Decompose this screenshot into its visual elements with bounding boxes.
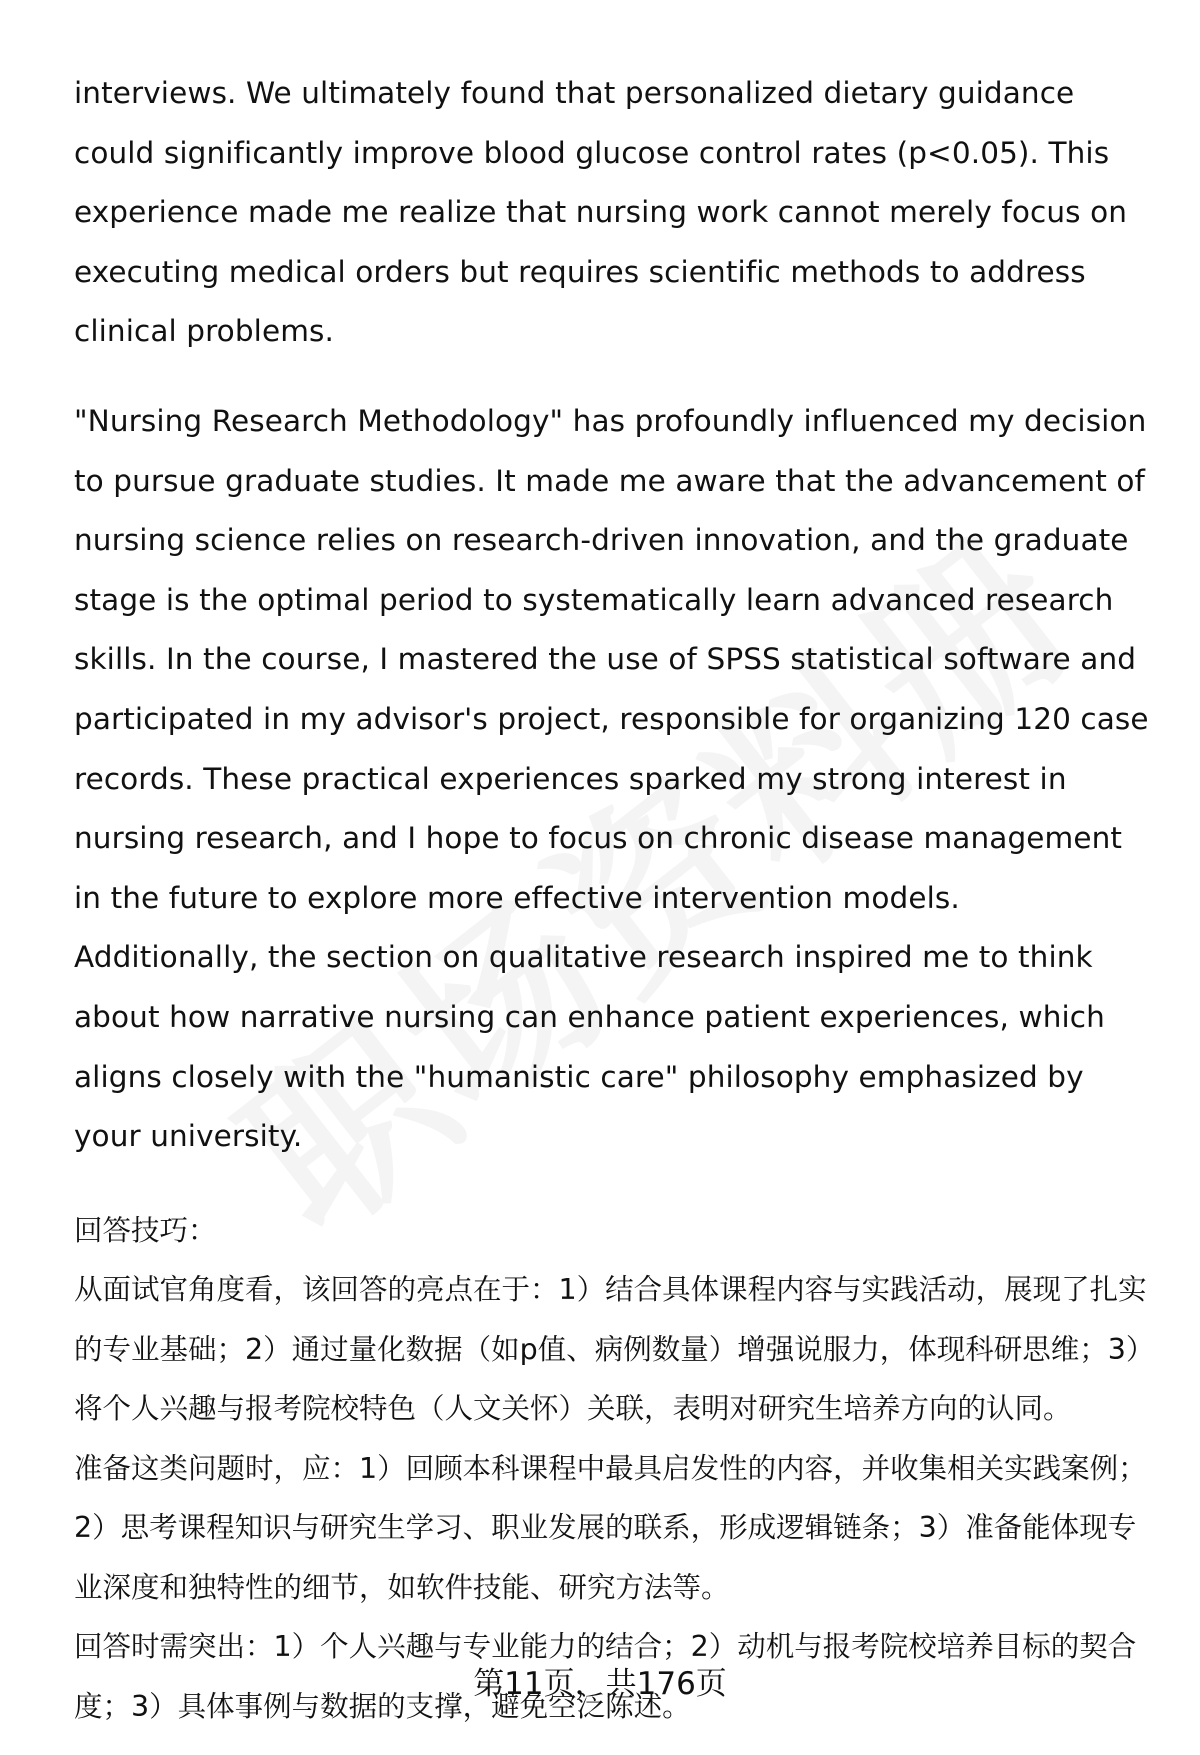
- page-content: [74, 64, 1150, 1736]
- tips-paragraph: 回答时需突出：1）个人兴趣与专业能力的结合；2）动机与报考院校培养目标的契合度；3）具体事例与数据的支撑，避免空泛陈述。: [74, 1630, 1137, 1723]
- tips-heading: 回答技巧：: [74, 1213, 217, 1247]
- page-number: 第11页，共176页: [473, 1666, 727, 1702]
- tips-paragraph: 准备这类问题时，应：1）回顾本科课程中最具启发性的内容，并收集相关实践案例；2）思考课程知识与研究生学习、职业发展的联系，形成逻辑链条；3）准备能体现专业深度和独特性的细节，如软件技能、研究方法等。: [74, 1451, 1147, 1604]
- tips-paragraph: 从面试官角度看，该回答的亮点在于：1）结合具体课程内容与实践活动，展现了扎实的专业基础；2）通过量化数据（如p值、病例数量）增强说服力，体现科研思维；3）将个人兴趣与报考院校特色（人文关怀）关联，表明对研究生培养方向的认同。: [74, 1273, 1147, 1426]
- answer-tips-section: [74, 1201, 1150, 1737]
- body-paragraph: "Nursing Research Methodology" has profoundly influenced my decision to pursue graduate studies. It made me aware that the advancement of nursing science relies on research-driven innovation, and the graduate stage is the optimal period to systematically learn advanced research skills. In the course, I mastered the use of SPSS statistical software and participated in my advisor's project, responsible for organizing 120 case records. These practical experiences sparked my strong interest in nursing research, and I hope to focus on chronic disease management in the future to explore more effective intervention models. Additionally, the section on qualitative research inspired me to think about how narrative nursing can enhance patient experiences, which aligns closely with the "humanistic care" philosophy emphasized by your university.: [74, 403, 1149, 1154]
- body-paragraph: interviews. We ultimately found that personalized dietary guidance could significantly improve blood glucose control rates (p<0.05). This experience made me realize that nursing work cannot merely focus on executing medical orders but requires scientific methods to address clinical problems.: [74, 76, 1128, 349]
